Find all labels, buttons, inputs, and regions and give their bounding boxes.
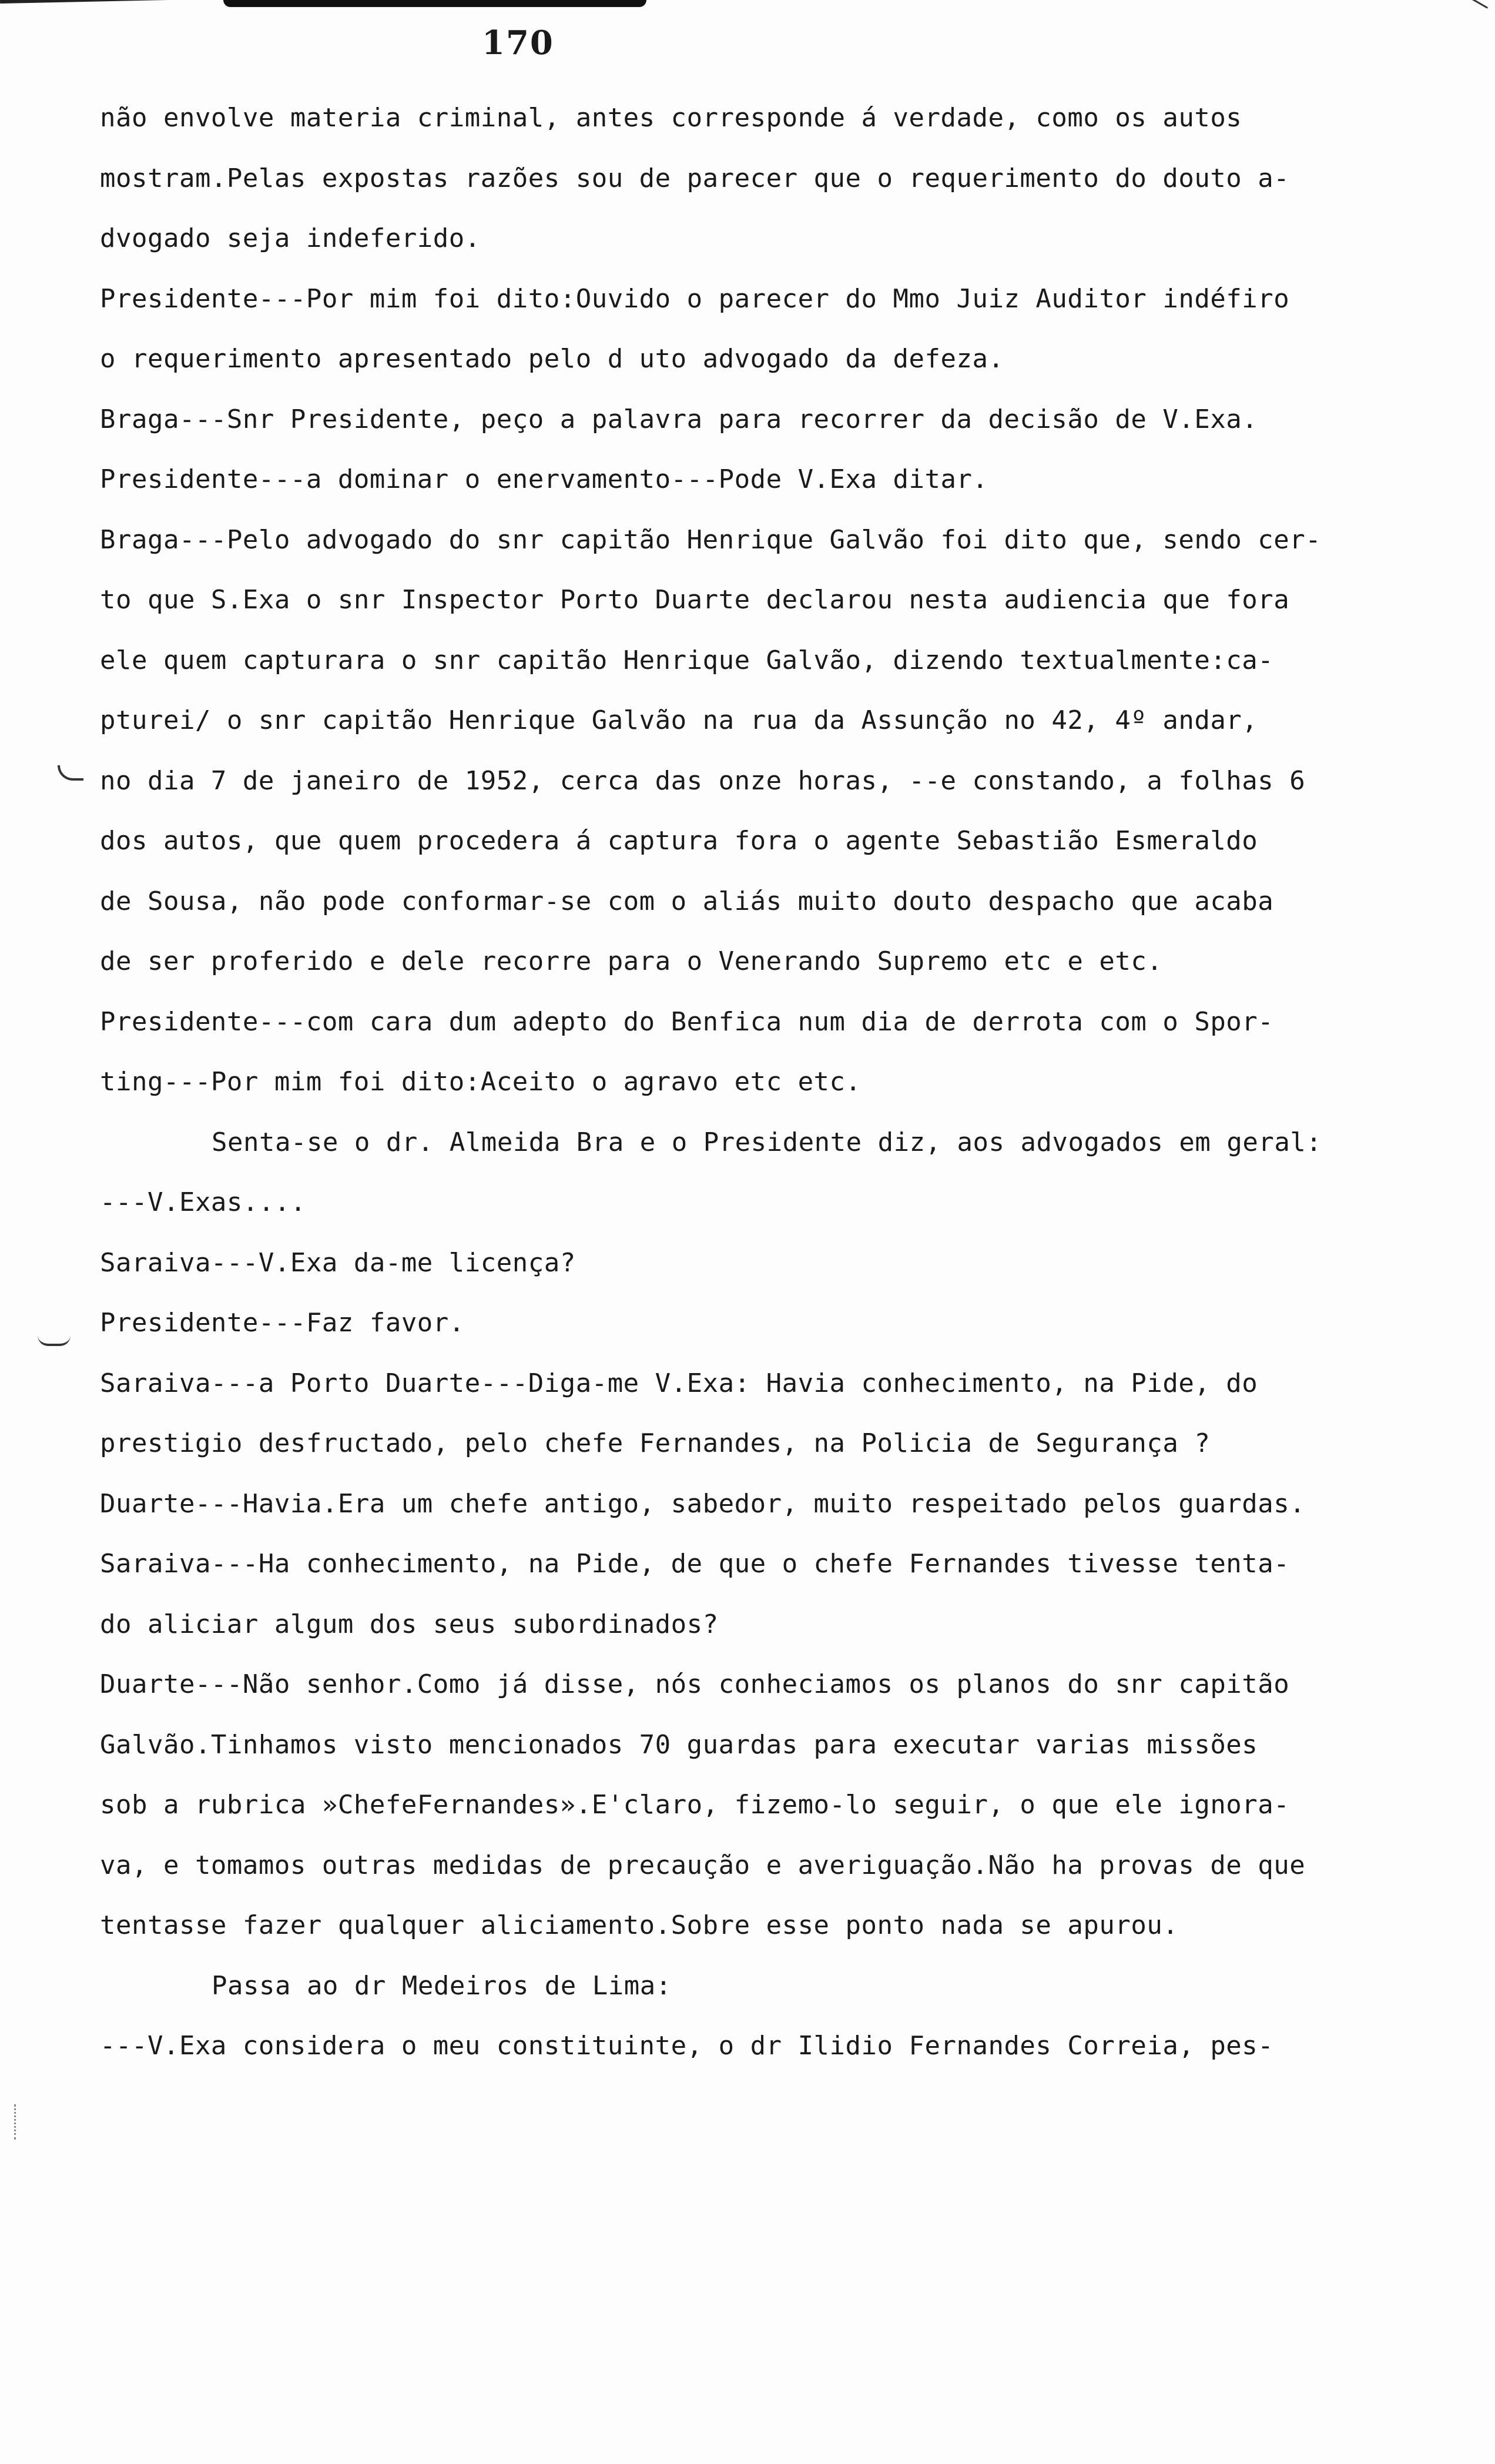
text-line: Duarte---Havia.Era um chefe antigo, sabedor, muito respeitado pelos guardas.	[100, 1488, 1306, 1519]
text-line: prestigio desfructado, pelo chefe Fernandes, na Policia de Segurança ?	[100, 1428, 1211, 1458]
text-line: do aliciar algum dos seus subordinados?	[100, 1609, 719, 1639]
text-line: dvogado seja indeferido.	[100, 223, 481, 253]
text-line: Senta-se o dr. Almeida Bra e o Presidente diz, aos advogados em geral:	[212, 1127, 1322, 1157]
margin-pen-mark	[38, 1335, 71, 1346]
text-line: tentasse fazer qualquer aliciamento.Sobre esse ponto nada se apurou.	[100, 1910, 1179, 1940]
text-line: dos autos, que quem procedera á captura fora o agente Sebastião Esmeraldo	[100, 826, 1258, 856]
corner-scan-mark	[1467, 0, 1488, 9]
text-line: Galvão.Tinhamos visto mencionados 70 guardas para executar varias missões	[100, 1729, 1258, 1760]
text-line: Braga---Snr Presidente, peço a palavra para recorrer da decisão de V.Exa.	[100, 404, 1258, 434]
text-line: ting---Por mim foi dito:Aceito o agravo etc etc.	[100, 1067, 862, 1097]
text-line: Saraiva---V.Exa da-me licença?	[100, 1247, 576, 1278]
text-line: sob a rubrica »ChefeFernandes».E'claro, fizemo-lo seguir, o que ele ignora-	[100, 1790, 1290, 1820]
text-line: de ser proferido e dele recorre para o Venerando Supremo etc e etc.	[100, 946, 1163, 976]
text-line: Passa ao dr Medeiros de Lima:	[212, 1970, 672, 2001]
text-line: de Sousa, não pode conformar-se com o aliás muito douto despacho que acaba	[100, 886, 1274, 916]
top-rule	[223, 0, 646, 7]
text-line: Saraiva---a Porto Duarte---Diga-me V.Exa: Havia conhecimento, na Pide, do	[100, 1368, 1258, 1398]
text-line: ---V.Exa considera o meu constituinte, o dr Ilidio Fernandes Correia, pes-	[100, 2031, 1274, 2061]
transcript-body	[100, 88, 1440, 2077]
text-line: Presidente---Faz favor.	[100, 1308, 465, 1338]
text-line: Presidente---Por mim foi dito:Ouvido o parecer do Mmo Juiz Auditor indéfiro	[100, 283, 1290, 314]
text-line: Presidente---a dominar o enervamento---Pode V.Exa ditar.	[100, 464, 988, 494]
edge-scan-dots	[14, 2104, 18, 2140]
text-line: ele quem capturara o snr capitão Henrique Galvão, dizendo textualmente:ca-	[100, 645, 1274, 675]
text-line: o requerimento apresentado pelo d uto advogado da defeza.	[100, 344, 1004, 374]
text-line: mostram.Pelas expostas razões sou de parecer que o requerimento do douto a-	[100, 163, 1290, 193]
text-line: ---V.Exas....	[100, 1187, 306, 1217]
text-line: va, e tomamos outras medidas de precaução e averiguação.Não ha provas de que	[100, 1850, 1306, 1880]
text-line: Duarte---Não senhor.Como já disse, nós conheciamos os planos do snr capitão	[100, 1669, 1290, 1699]
text-line: no dia 7 de janeiro de 1952, cerca das onze horas, --e constando, a folhas 6	[100, 765, 1306, 796]
text-line: Braga---Pelo advogado do snr capitão Henrique Galvão foi dito que, sendo cer-	[100, 524, 1322, 555]
margin-pen-mark	[58, 765, 83, 781]
text-line: pturei/ o snr capitão Henrique Galvão na rua da Assunção no 42, 4º andar,	[100, 705, 1258, 735]
text-line: Presidente---com cara dum adepto do Benfica num dia de derrota com o Spor-	[100, 1006, 1274, 1037]
text-line: não envolve materia criminal, antes corresponde á verdade, como os autos	[100, 103, 1242, 133]
page-number: 170	[482, 24, 554, 62]
text-line: to que S.Exa o snr Inspector Porto Duarte declarou nesta audiencia que fora	[100, 585, 1290, 615]
text-line: Saraiva---Ha conhecimento, na Pide, de que o chefe Fernandes tivesse tenta-	[100, 1549, 1290, 1579]
top-edge-scan-mark	[0, 0, 176, 4]
